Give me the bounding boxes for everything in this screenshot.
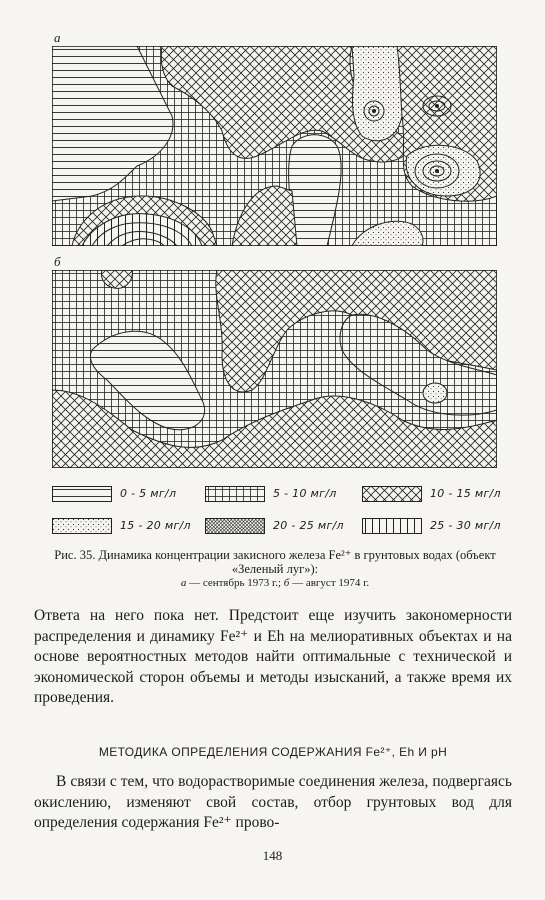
legend-label: 20 - 25 мг/л (273, 519, 344, 532)
legend-swatch-fine (205, 518, 265, 534)
legend-label: 5 - 10 мг/л (273, 487, 337, 500)
section-heading: МЕТОДИКА ОПРЕДЕЛЕНИЯ СОДЕРЖАНИЯ Fe²⁺, Eh И pH (98, 745, 448, 759)
legend-swatch-hlines (52, 486, 112, 502)
caption-sub (30, 576, 520, 590)
legend-swatch-vlines (362, 518, 422, 534)
panel-b-letter: б (54, 254, 61, 269)
page-number: 148 (262, 848, 283, 863)
figure-caption (30, 548, 520, 590)
caption-sub-b-letter: б (283, 577, 290, 589)
paragraph-1: Ответа на него пока нет. Предстоит еще изучить закономерности распределения и динамику Fe²⁺ и Eh на мелиоративных объектах и на основе вероятностных методов найти оптимальные с технической и экономической сторон объемы и методы изысканий, а также время их проведения. (34, 607, 512, 706)
map-panel-b (52, 270, 497, 468)
legend-item-0-5 (52, 486, 192, 504)
legend-item-25-30 (362, 518, 512, 536)
caption-main: Рис. 35. Динамика концентрации закисного железа Fe²⁺ в грунтовых водах (объект «Зеленый луг»): (54, 548, 496, 576)
caption-sub-b-text: — август 1974 г. (289, 577, 370, 589)
legend-label: 0 - 5 мг/л (120, 487, 177, 500)
legend-label: 25 - 30 мг/л (430, 519, 501, 532)
panel-a-letter: а (54, 30, 61, 45)
caption-sub-a-letter: а (180, 577, 187, 589)
legend-swatch-cross (362, 486, 422, 502)
legend-item-20-25 (205, 518, 345, 536)
map-panel-a (52, 46, 497, 246)
legend-label: 15 - 20 мг/л (120, 519, 191, 532)
caption-sub-a-text: — сентябрь 1973 г.; (186, 577, 284, 589)
legend-swatch-dots (52, 518, 112, 534)
paragraph-2: В связи с тем, что водорастворимые соединения железа, подвергаясь окислению, изменяют свой состав, отбор грунтовых вод для определения содержания Fe²⁺ прово- (34, 773, 512, 831)
zone-dots-b (423, 383, 447, 403)
map-legend (52, 486, 502, 546)
legend-item-5-10 (205, 486, 345, 504)
legend-label: 10 - 15 мг/л (430, 487, 501, 500)
legend-item-10-15 (362, 486, 512, 504)
legend-swatch-grid (205, 486, 265, 502)
legend-item-15-20 (52, 518, 192, 536)
